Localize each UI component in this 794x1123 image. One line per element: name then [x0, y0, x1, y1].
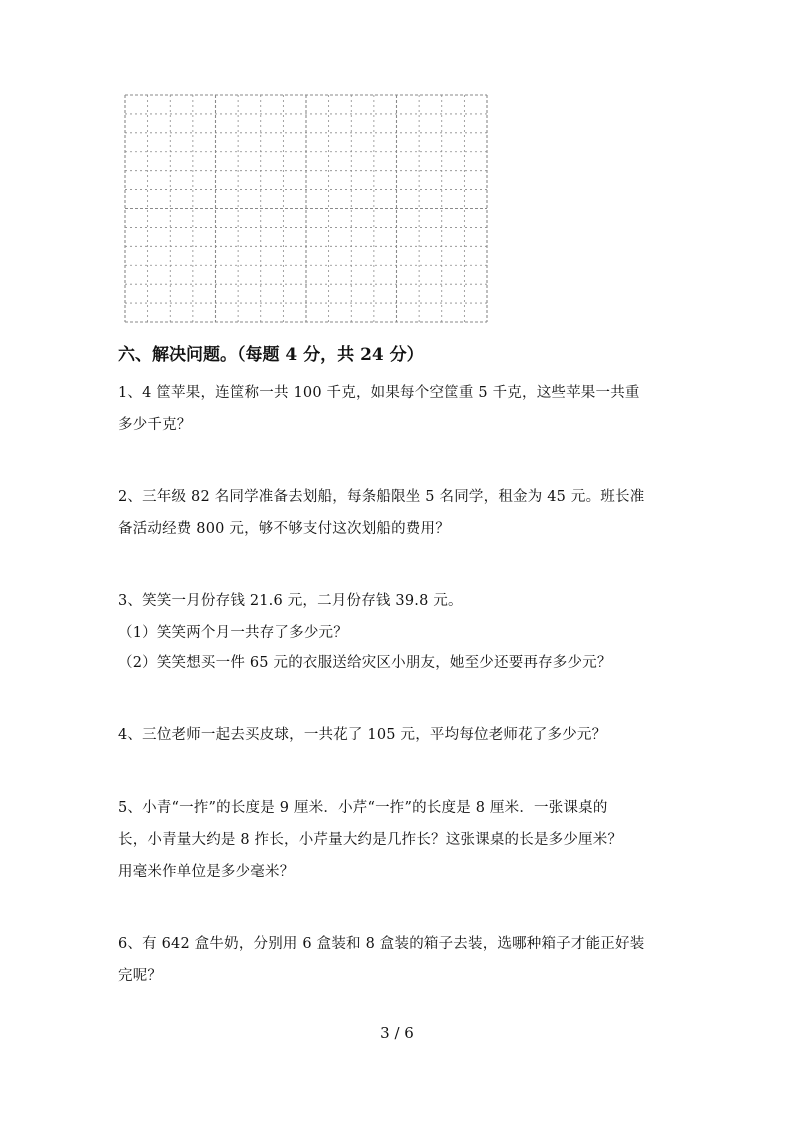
problem-1-line-1: 1、4 筐苹果，连筐称一共 100 千克，如果每个空筐重 5 千克，这些苹果一共重: [118, 385, 640, 401]
problem-1-line-2: 多少千克？: [118, 417, 192, 433]
problem-2-line-2: 备活动经费 800 元，够不够支付这次划船的费用？: [118, 521, 450, 537]
page-number: 3 / 6: [380, 1024, 414, 1042]
problem-6-line-2: 完呢？: [118, 968, 163, 984]
problem-5-line-2: 长，小青量大约是 8 拃长，小芹量大约是几拃长？这张课桌的长是多少厘米？: [118, 832, 623, 848]
problem-4-line-1: 4、三位老师一起去买皮球，一共花了 105 元，平均每位老师花了多少元？: [118, 727, 607, 743]
problem-6-line-1: 6、有 642 盒牛奶，分别用 6 盒装和 8 盒装的箱子去装，选哪种箱子才能正好装: [118, 936, 645, 952]
problem-3-sub-1: （1）笑笑两个月一共存了多少元？: [118, 625, 348, 641]
problem-5-line-1: 5、小青“一拃”的长度是 9 厘米．小芹“一拃”的长度是 8 厘米．一张课桌的: [118, 800, 608, 816]
problem-2-line-1: 2、三年级 82 名同学准备去划船，每条船限坐 5 名同学，租金为 45 元。班长准: [118, 489, 645, 505]
answer-grid: [124, 94, 488, 324]
problem-3-sub-2: （2）笑笑想买一件 65 元的衣服送给灾区小朋友，她至少还要再存多少元？: [118, 655, 612, 671]
problem-5-line-3: 用毫米作单位是多少毫米？: [118, 864, 295, 880]
section-title: 六、解决问题。（每题 4 分，共 24 分）: [118, 345, 424, 365]
problem-3-line-1: 3、笑笑一月份存钱 21.6 元，二月份存钱 39.8 元。: [118, 593, 463, 609]
